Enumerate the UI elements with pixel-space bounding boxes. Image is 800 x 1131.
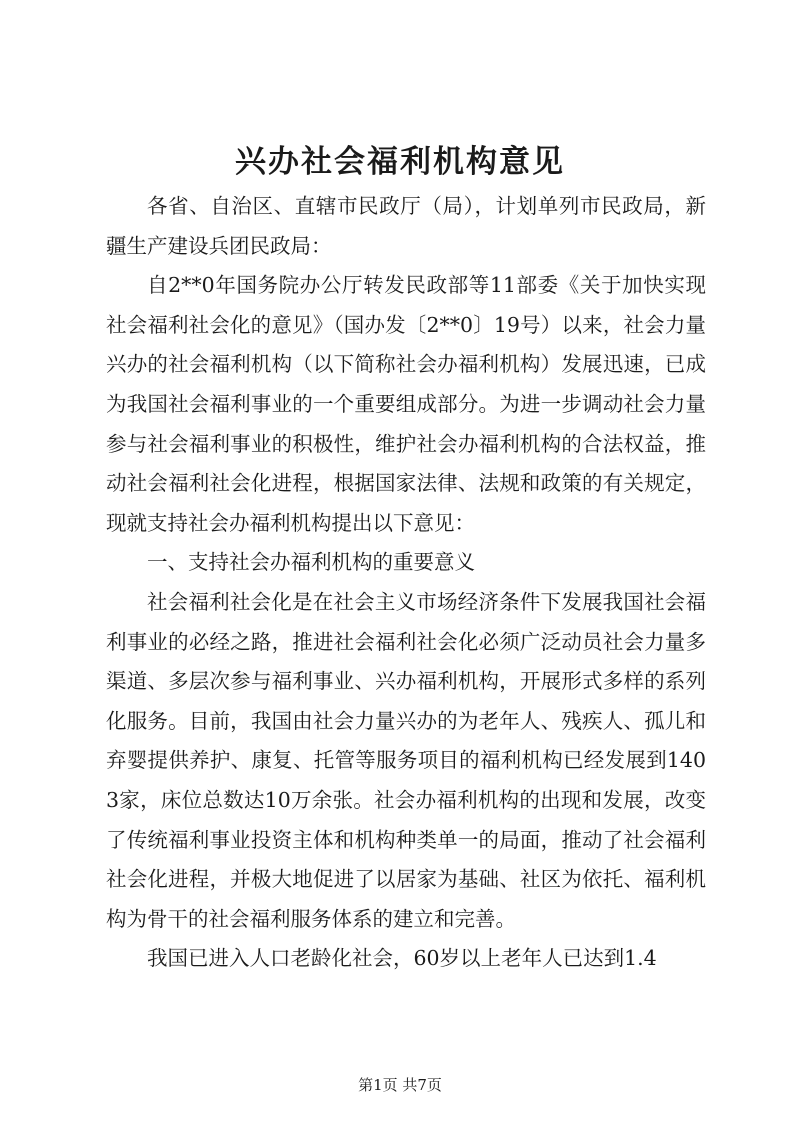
document-body (106, 187, 706, 979)
section-paragraph: 社会福利社会化是在社会主义市场经济条件下发展我国社会福利事业的必经之路，推进社会福利社会化必须广泛动员社会力量多渠道、多层次参与福利事业、兴办福利机构，开展形式多样的系列化服务。目前，我国由社会力量兴办的为老年人、残疾人、孤儿和弃婴提供养护、康复、托管等服务项目的福利机构已经发展到1403家，床位总数达10万余张。社会办福利机构的出现和发展，改变了传统福利事业投资主体和机构种类单一的局面，推动了社会福利社会化进程，并极大地促进了以居家为基础、社区为依托、福利机构为骨干的社会福利服务体系的建立和完善。 (106, 589, 706, 931)
intro-paragraph: 自2**0年国务院办公厅转发民政部等11部委《关于加快实现社会福利社会化的意见》（国办发〔2**0〕19号）以来，社会力量兴办的社会福利机构（以下简称社会办福利机构）发展迅速，已成为我国社会福利事业的一个重要组成部分。为进一步调动社会力量参与社会福利事业的积极性，维护社会办福利机构的合法权益，推动社会福利社会化进程，根据国家法律、法规和政策的有关规定，现就支持社会办福利机构提出以下意见： (106, 273, 706, 535)
page-footer: 第1页 共7页 (358, 1076, 442, 1094)
document-title: 兴办社会福利机构意见 (235, 144, 565, 180)
continuation-paragraph: 我国已进入人口老龄化社会，60岁以上老年人已达到1.4 (147, 946, 657, 971)
section-heading: 一、支持社会办福利机构的重要意义 (147, 550, 475, 575)
salutation-paragraph: 各省、自治区、直辖市民政厅（局），计划单列市民政局，新疆生产建设兵团民政局： (106, 194, 706, 258)
